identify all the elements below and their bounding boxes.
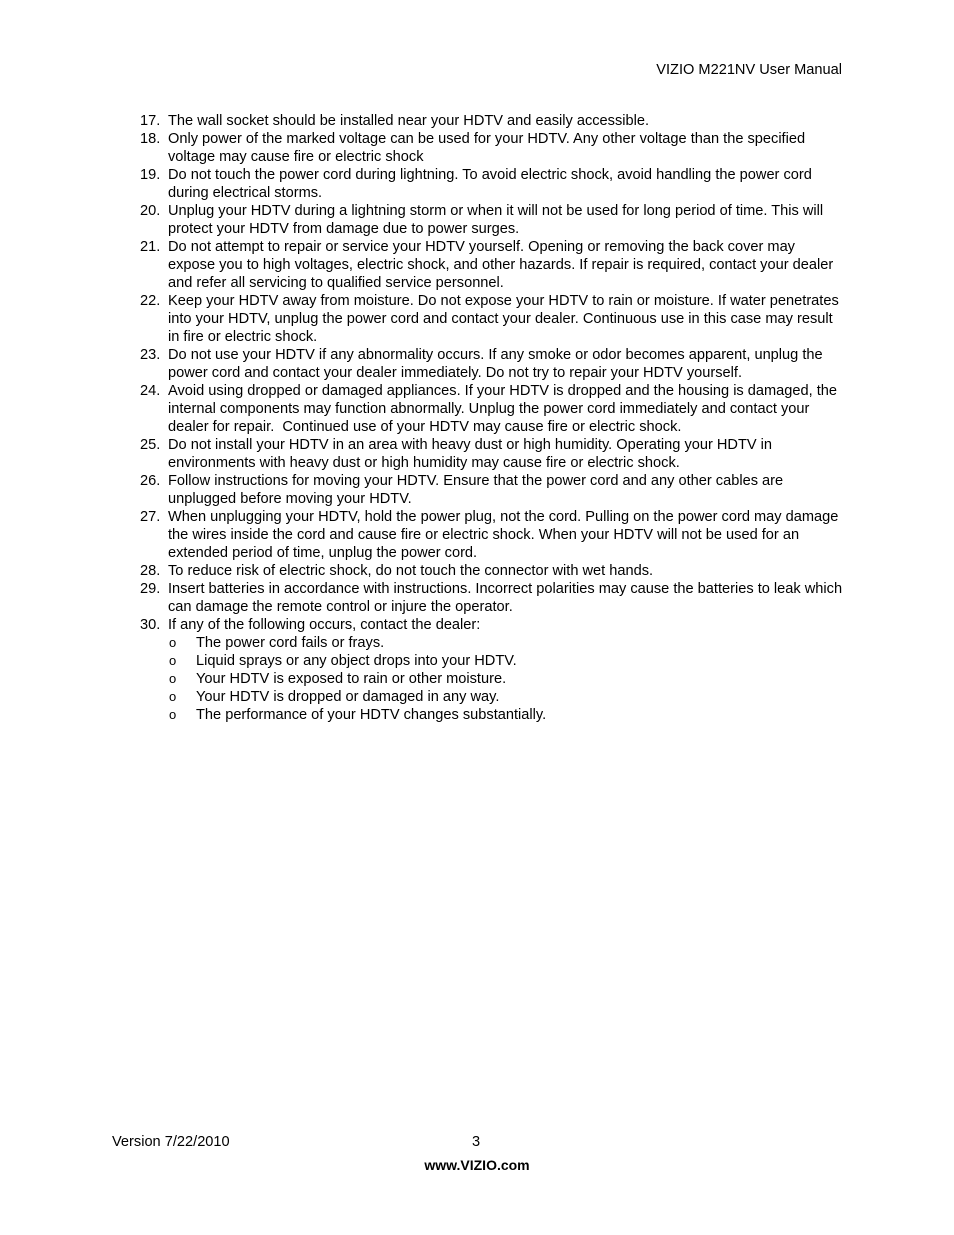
page-header-title: VIZIO M221NV User Manual xyxy=(656,62,842,78)
list-item xyxy=(0,112,954,130)
item-text: Keep your HDTV away from moisture. Do not expose your HDTV to rain or moisture. If water penetrates into your HDTV, unplug the power cord and contact your dealer. Continuous use in this case may result in fire or electric shock. xyxy=(168,293,843,345)
item-number: 26. xyxy=(140,473,161,489)
item-number: 28. xyxy=(140,563,161,579)
item-text: Avoid using dropped or damaged appliances. If your HDTV is dropped and the housing is damaged, the internal components may function abnormally. Unplug the power cord immediately and contact your dealer for repair. Continued use of your HDTV may cause fire or electric shock. xyxy=(168,383,842,435)
item-text: Follow instructions for moving your HDTV. Ensure that the power cord and any other cables are unplugged before moving your HDTV. xyxy=(168,473,788,507)
item-text: Do not attempt to repair or service your HDTV yourself. Opening or removing the back cover may expose you to high voltages, electric shock, and other hazards. If repair is required, contact your dealer and refer all servicing to qualified service personnel. xyxy=(168,239,838,291)
item-text: Unplug your HDTV during a lightning storm or when it will not be used for long period of time. This will protect your HDTV from damage due to power surges. xyxy=(168,203,828,237)
bullet-icon: o xyxy=(169,671,177,686)
item-text: Do not touch the power cord during lightning. To avoid electric shock, avoid handling the power cord during electrical storms. xyxy=(168,167,816,201)
bullet-icon: o xyxy=(169,635,177,650)
item-number: 17. xyxy=(140,113,161,129)
bullet-icon: o xyxy=(169,653,177,668)
bullet-icon: o xyxy=(169,707,177,722)
item-text: Insert batteries in accordance with instructions. Incorrect polarities may cause the batteries to leak which can damage the remote control or injure the operator. xyxy=(168,581,847,615)
list-item xyxy=(0,616,954,634)
list-item xyxy=(0,346,954,382)
item-number: 22. xyxy=(140,293,161,309)
item-number: 24. xyxy=(140,383,161,399)
page-number: 3 xyxy=(472,1134,481,1150)
item-number: 27. xyxy=(140,509,161,525)
list-item xyxy=(0,166,954,202)
list-item xyxy=(0,202,954,238)
footer-version: Version 7/22/2010 xyxy=(112,1134,230,1150)
item-number: 20. xyxy=(140,203,161,219)
sub-item-text: Liquid sprays or any object drops into your HDTV. xyxy=(196,653,517,669)
list-item xyxy=(0,238,954,292)
sub-item-text: Your HDTV is exposed to rain or other moisture. xyxy=(196,671,507,687)
item-text: To reduce risk of electric shock, do not touch the connector with wet hands. xyxy=(168,563,654,579)
item-number: 21. xyxy=(140,239,161,255)
list-item xyxy=(0,580,954,616)
item-number: 29. xyxy=(140,581,161,597)
list-item xyxy=(0,472,954,508)
item-number: 18. xyxy=(140,131,161,147)
item-number: 30. xyxy=(140,617,161,633)
sub-list-item xyxy=(0,634,954,652)
item-number: 19. xyxy=(140,167,161,183)
safety-instructions-list xyxy=(0,112,954,724)
footer-url: www.VIZIO.com xyxy=(424,1157,530,1173)
sub-item-text: The performance of your HDTV changes substantially. xyxy=(196,707,547,723)
sub-list-item xyxy=(0,706,954,724)
sub-item-text: Your HDTV is dropped or damaged in any way. xyxy=(196,689,500,705)
item-number: 25. xyxy=(140,437,161,453)
item-text: The wall socket should be installed near your HDTV and easily accessible. xyxy=(168,113,650,129)
item-text: When unplugging your HDTV, hold the power plug, not the cord. Pulling on the power cord may damage the wires inside the cord and cause fire or electric shock. When your HDTV will not be used for an extended period of time, unplug the power cord. xyxy=(168,509,843,561)
sub-list-item xyxy=(0,652,954,670)
sub-list-item xyxy=(0,670,954,688)
list-item xyxy=(0,508,954,562)
item-text: If any of the following occurs, contact the dealer: xyxy=(168,617,481,633)
item-text: Do not use your HDTV if any abnormality occurs. If any smoke or odor becomes apparent, unplug the power cord and contact your dealer immediately. Do not try to repair your HDTV yourself. xyxy=(168,347,827,381)
bullet-icon: o xyxy=(169,689,177,704)
list-item xyxy=(0,130,954,166)
sub-item-text: The power cord fails or frays. xyxy=(196,635,385,651)
item-text: Only power of the marked voltage can be used for your HDTV. Any other voltage than the specified voltage may cause fire or electric shock xyxy=(168,131,810,165)
sub-list-item xyxy=(0,688,954,706)
item-number: 23. xyxy=(140,347,161,363)
item-text: Do not install your HDTV in an area with heavy dust or high humidity. Operating your HDTV in environments with heavy dust or high humidity may cause fire or electric shock. xyxy=(168,437,777,471)
list-item xyxy=(0,562,954,580)
list-item xyxy=(0,382,954,436)
list-item xyxy=(0,292,954,346)
list-item xyxy=(0,436,954,472)
